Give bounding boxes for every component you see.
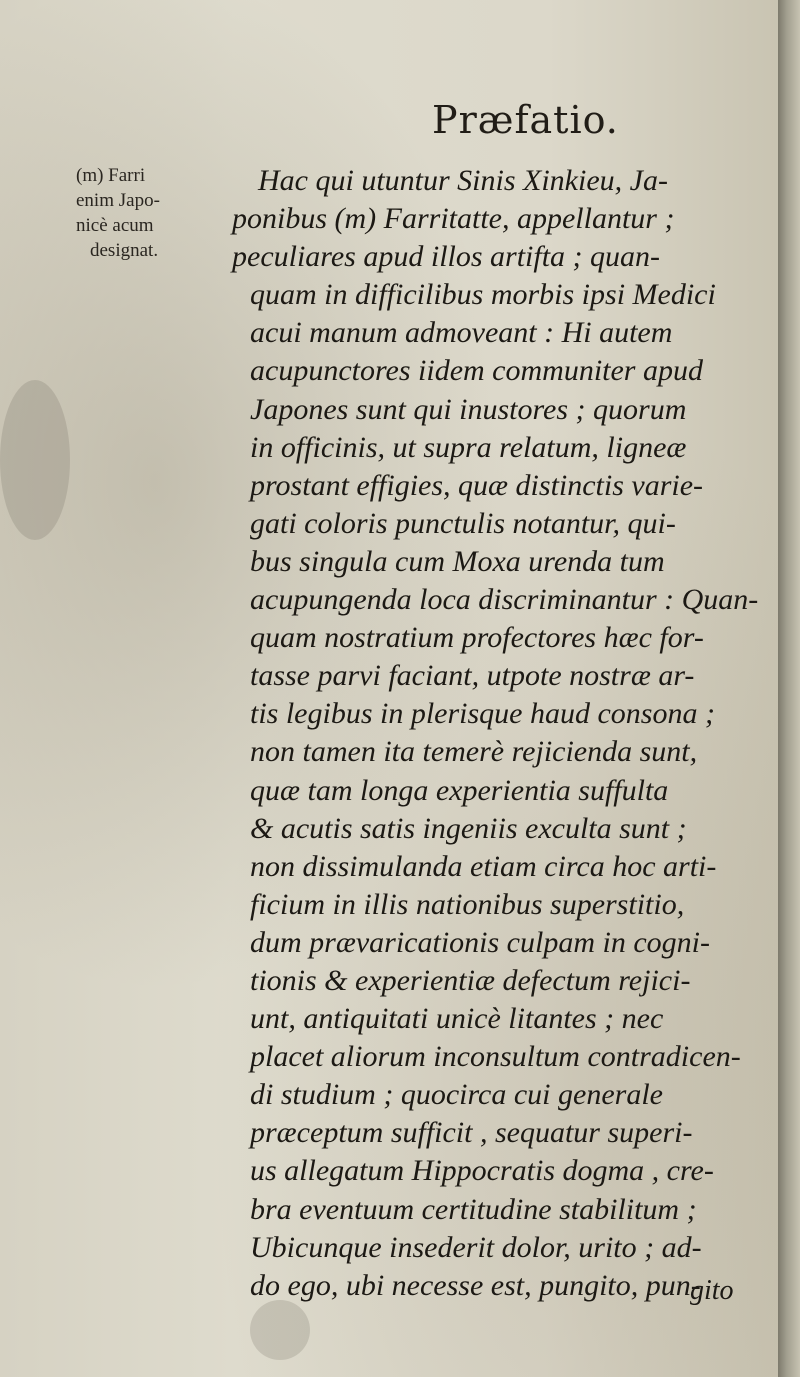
text-line: unt, antiquitati unicè litantes ; nec bbox=[250, 1002, 664, 1036]
margin-note-line: enim Japo- bbox=[76, 190, 160, 211]
text-line: us allegatum Hippocratis dogma , cre- bbox=[250, 1154, 714, 1188]
margin-note bbox=[76, 163, 226, 263]
catchword: gito bbox=[690, 1275, 734, 1306]
margin-note-line: (m) Farri bbox=[76, 165, 146, 186]
text-line: ponibus (m) Farritatte, appellantur ; bbox=[232, 202, 675, 236]
page-title: Præfatio. bbox=[432, 98, 619, 142]
margin-note-line: nicè acum bbox=[76, 215, 154, 236]
text-line: quam in difficilibus morbis ipsi Medici bbox=[250, 278, 716, 312]
paper-stain bbox=[250, 1300, 310, 1360]
text-line: bus singula cum Moxa urenda tum bbox=[250, 544, 665, 578]
text-line: placet aliorum inconsultum contradicen- bbox=[250, 1040, 741, 1074]
text-line: gati coloris punctulis notantur, qui- bbox=[250, 506, 676, 540]
text-line: in officinis, ut supra relatum, ligneæ bbox=[250, 430, 687, 464]
text-line: acui manum admoveant : Hi autem bbox=[250, 316, 673, 350]
body-text bbox=[232, 162, 768, 1305]
page-edge bbox=[778, 0, 800, 1377]
text-line: tionis & experientiæ defectum rejici- bbox=[250, 963, 691, 997]
text-line: quam nostratium profectores hæc for- bbox=[250, 621, 704, 655]
text-line: do ego, ubi necesse est, pungito, pun- bbox=[250, 1268, 701, 1302]
text-line: acupungenda loca discriminantur : Quan- bbox=[250, 583, 759, 617]
text-line: ficium in illis nationibus superstitio, bbox=[250, 887, 685, 921]
text-line: di studium ; quocirca cui generale bbox=[250, 1078, 663, 1112]
text-line: dum prævaricationis culpam in cogni- bbox=[250, 925, 710, 959]
text-line: tis legibus in plerisque haud consona ; bbox=[250, 697, 715, 731]
text-line: peculiares apud illos artifta ; quan- bbox=[232, 240, 661, 274]
margin-note-line: designat. bbox=[90, 240, 159, 261]
text-line: non tamen ita temerè rejicienda sunt, bbox=[250, 735, 698, 769]
text-line: & acutis satis ingeniis exculta sunt ; bbox=[250, 811, 687, 845]
text-line: tasse parvi faciant, utpote nostræ ar- bbox=[250, 659, 695, 693]
text-line: bra eventuum certitudine stabilitum ; bbox=[250, 1192, 697, 1226]
text-line: prostant effigies, quæ distinctis varie- bbox=[250, 468, 704, 502]
text-line: Ubicunque insederit dolor, urito ; ad- bbox=[250, 1230, 702, 1264]
text-line: præceptum sufficit , sequatur superi- bbox=[250, 1116, 693, 1150]
text-line: quæ tam longa experientia suffulta bbox=[250, 773, 669, 807]
text-line: Japones sunt qui inustores ; quorum bbox=[250, 392, 687, 426]
text-line: Hac qui utuntur Sinis Xinkieu, Ja- bbox=[258, 164, 668, 197]
paper-stain bbox=[0, 380, 70, 540]
text-line: acupunctores iidem communiter apud bbox=[250, 354, 703, 388]
text-line: non dissimulanda etiam circa hoc arti- bbox=[250, 849, 717, 883]
